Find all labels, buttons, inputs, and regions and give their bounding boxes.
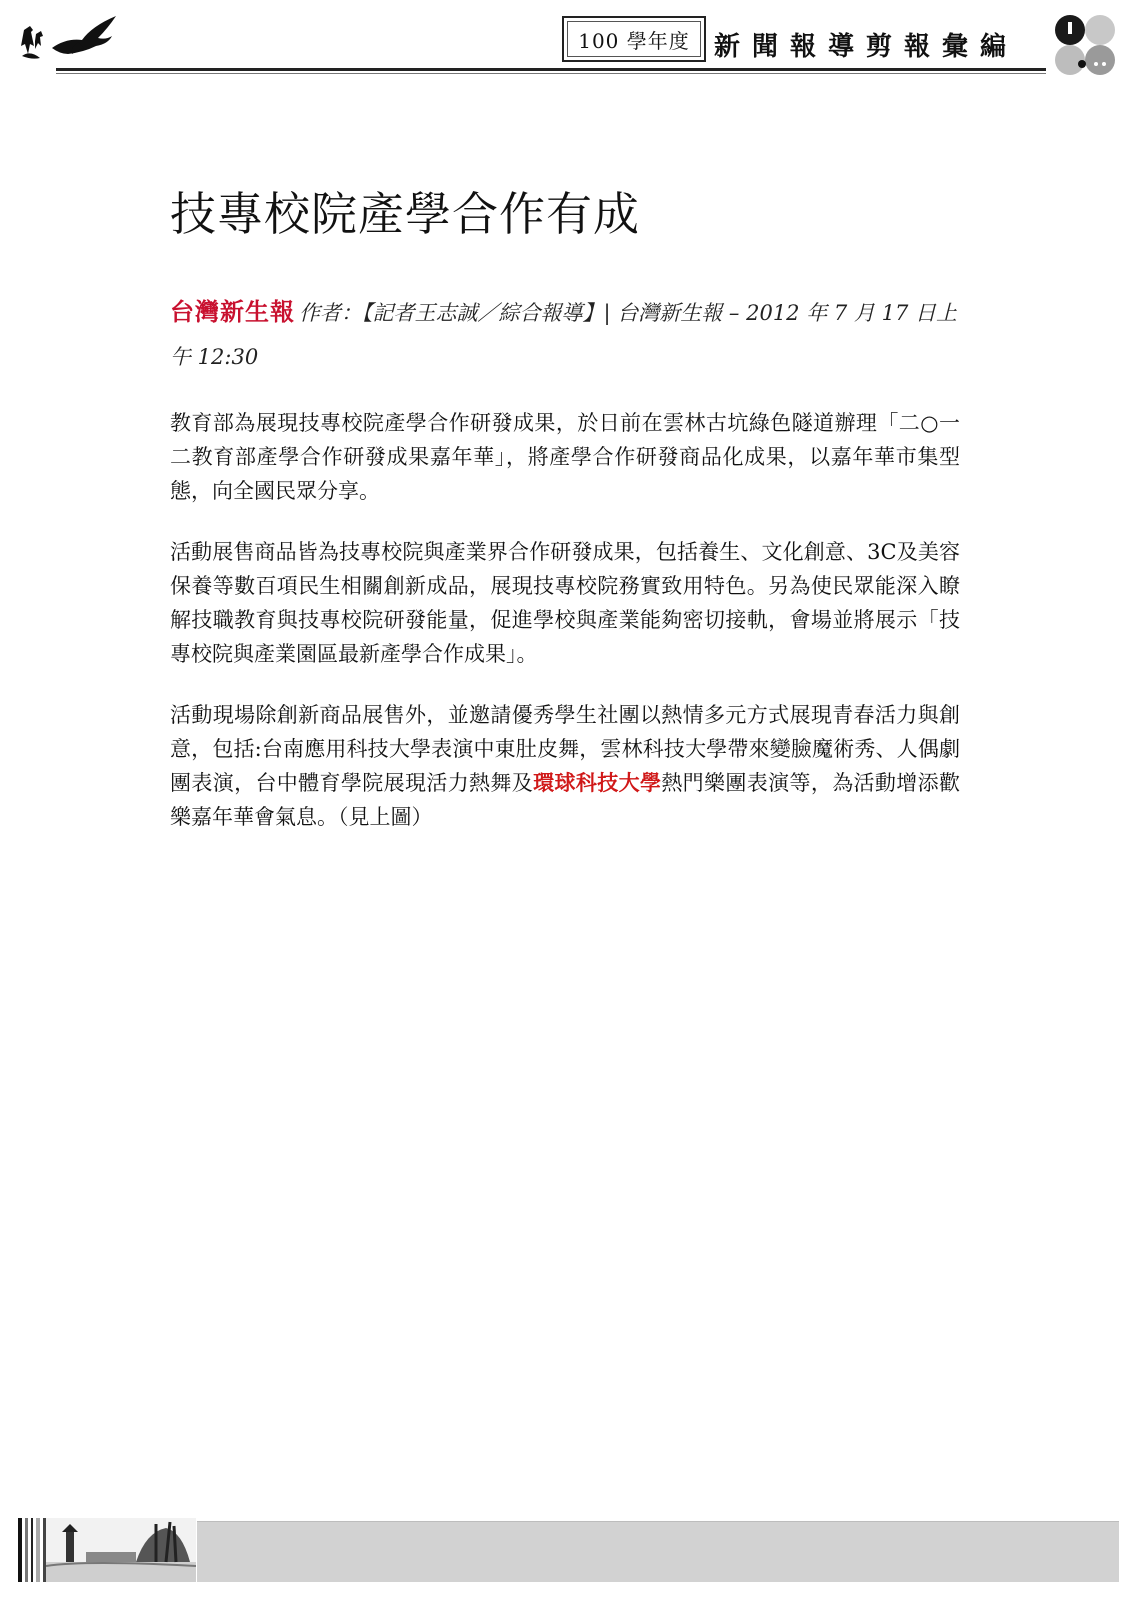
- paragraph-3-text-after: 熱門樂團表演等，為活動增添歡樂嘉年華會氣息。（見上圖）: [170, 771, 961, 829]
- article-headline: 技專校院產學合作有成: [170, 187, 640, 241]
- paragraph-3-text-before: 活動現場除創新商品展售外，並邀請優秀學生社團以熱情多元方式展現青春活力與創意，包括:台南應用科技大學表演中東肚皮舞，雲林科技大學帶來變臉魔術秀、人偶劇團表演，台中體育學院展現活力熱舞及: [170, 703, 960, 795]
- footer-stripes: [16, 1518, 48, 1582]
- article-paragraph-1: 教育部為展現技專校院產學合作研發成果，於日前在雲林古坑綠色隧道辦理「二○一二教育部產學合作研發成果嘉年華」，將產學合作研發商品化成果，以嘉年華市集型態，向全國民眾分享。: [170, 411, 960, 503]
- header-rule: [56, 68, 1046, 71]
- eagle-logo-icon: [18, 12, 123, 74]
- newspaper-logo: 台灣新生報: [170, 298, 295, 326]
- highlighted-university-name: 環球科技大學: [533, 770, 662, 795]
- header-title: 新聞報導剪報彙編: [714, 32, 1019, 62]
- academic-year-box: [562, 16, 706, 62]
- article-body: [170, 406, 960, 861]
- lakeside-landscape-image: [46, 1518, 196, 1582]
- article-paragraph-3: [170, 698, 960, 834]
- article-paragraph-2: 活動展售商品皆為技專校院與產業界合作研發成果，包括養生、文化創意、3C及美容保養等數百項民生相關創新成品，展現技專校院務實致用特色。另為使民眾能深入瞭解技職教育與技專校院研發能量，促進學校與產業能夠密切接軌，會場並將展示「技專校院與產業園區最新產學合作成果」。: [170, 540, 960, 666]
- article-byline-block: [170, 290, 960, 379]
- footer-band: [197, 1521, 1119, 1582]
- article-byline: 作者：【記者王志誠／綜合報導】| 台灣新生報 – 2012 年 7 月 17 日上午 12:30: [170, 301, 958, 369]
- header-rule-thin: [56, 73, 1046, 74]
- decorative-circles-icon: [1052, 12, 1118, 78]
- academic-year-label: 100 學年度: [567, 21, 701, 57]
